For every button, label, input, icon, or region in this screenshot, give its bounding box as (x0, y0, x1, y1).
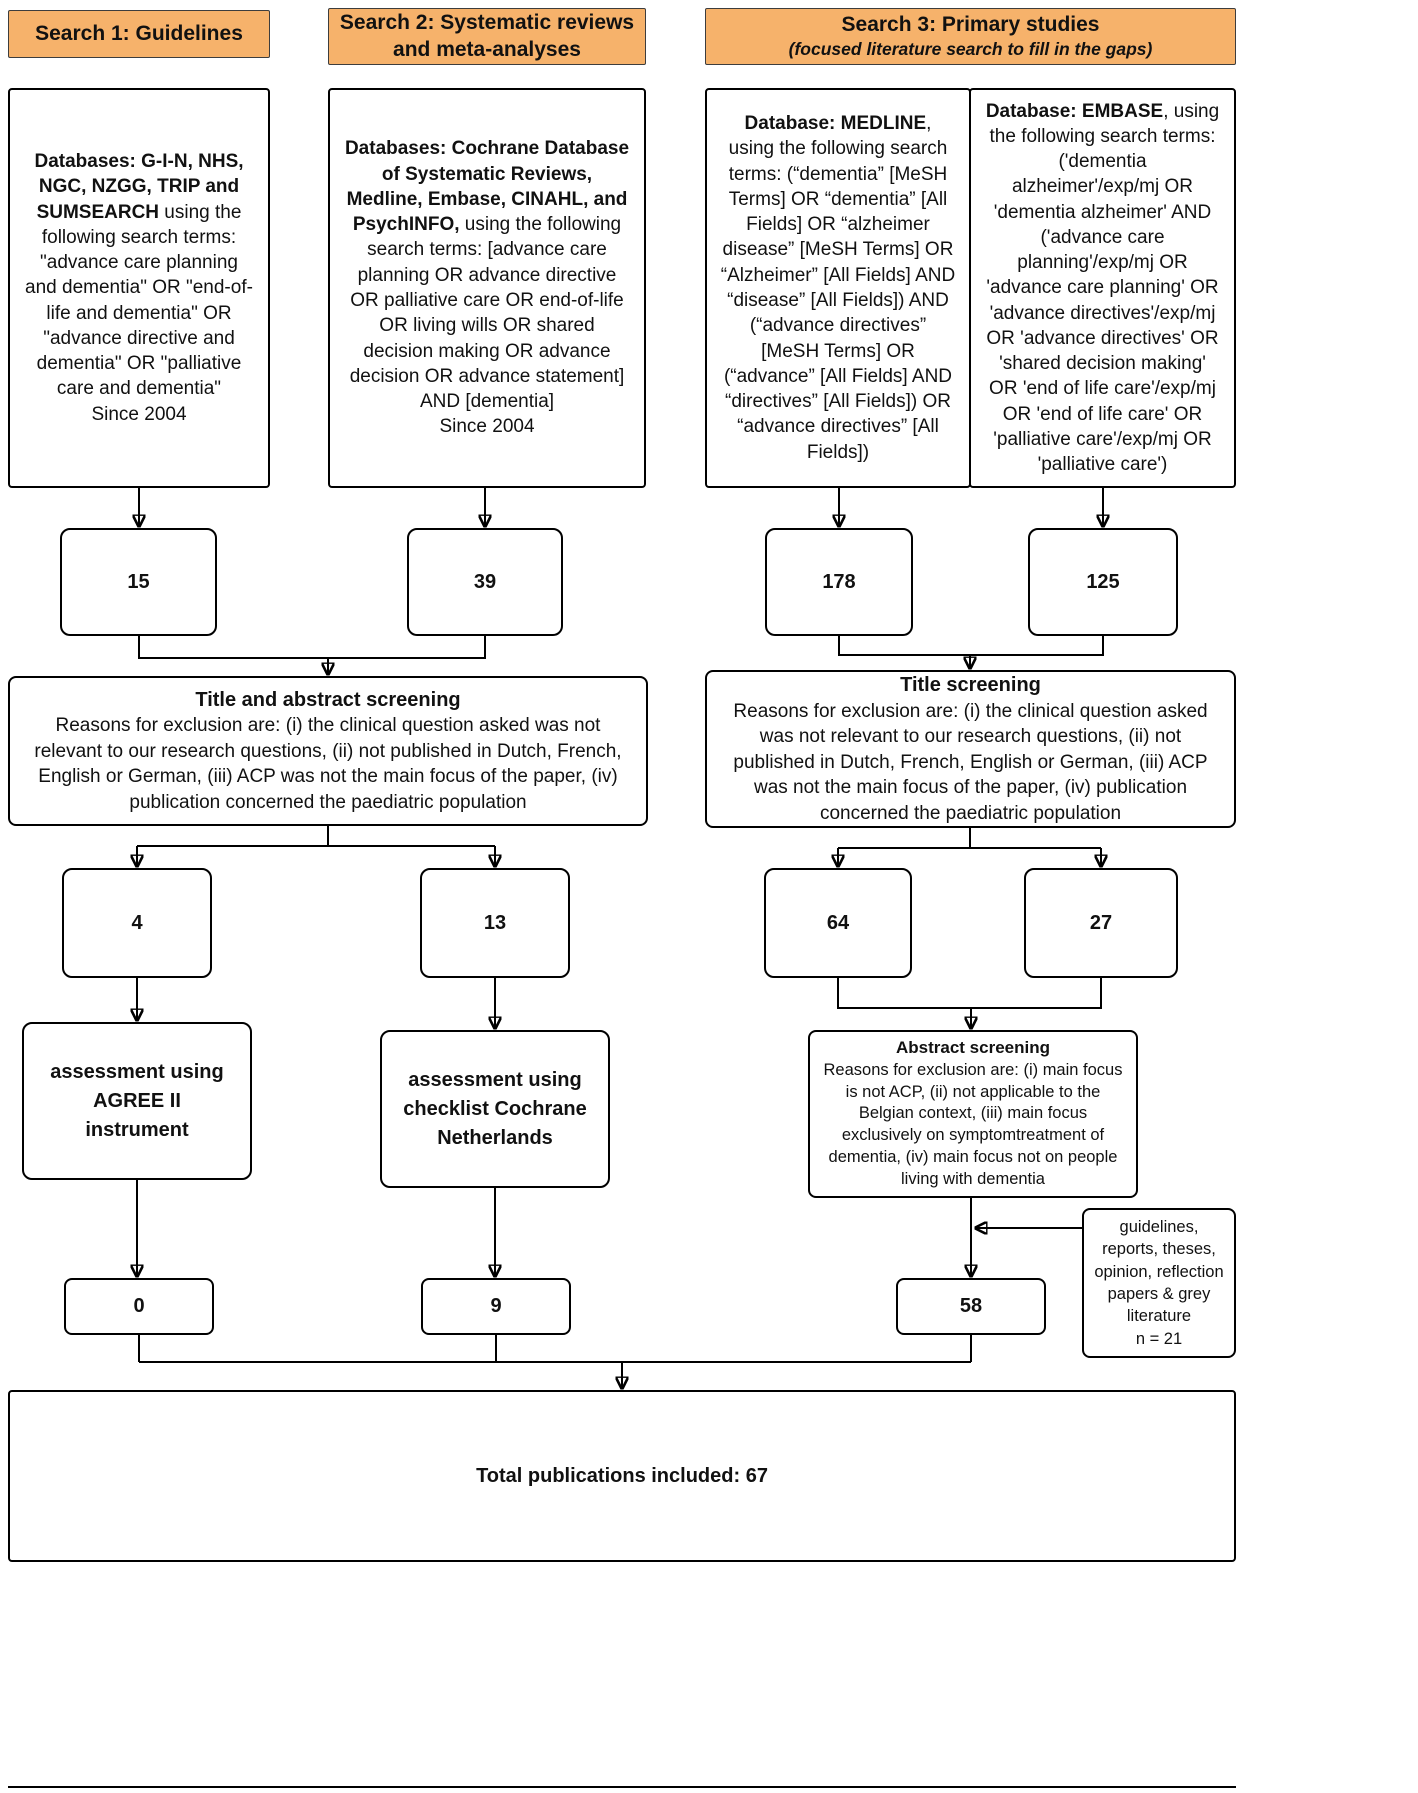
reviews-databases-terms: using the following search terms: [advance care planning OR advance directive OR palliative care OR end-of-life OR living wills OR shared decision making OR advance decision OR advance statement] AND [dementia] (349, 214, 625, 413)
wire-counts1-merge-embase (970, 636, 1103, 655)
reviews-databases-text (343, 136, 631, 414)
search3-header (705, 8, 1236, 65)
count-guidelines-included: 0 (64, 1278, 214, 1335)
bottom-rule (8, 1786, 1236, 1788)
medline-database-text (720, 111, 956, 465)
count-reviews-found: 39 (407, 528, 563, 636)
count-embase-found: 125 (1028, 528, 1178, 636)
embase-database-text (984, 99, 1221, 478)
reviews-databases-box (328, 88, 646, 488)
medline-database-terms: , using the following search terms: (“dementia” [MeSH Terms] OR “dementia” [All Fields] OR “alzheimer disease” [MeSH Terms] OR “Alzheimer” [All Fields] AND “disease” [All Fields]) AND (“advance directives” [MeSH Terms] OR (“advance” [All Fields] AND “directives” [All Fields]) OR “advance directives” [All Fields]) (720, 113, 956, 463)
count-reviews-included: 9 (421, 1278, 571, 1335)
search1-header: Search 1: Guidelines (8, 10, 270, 58)
search3-header-title: Search 3: Primary studies (841, 13, 1100, 37)
total-included-box: Total publications included: 67 (8, 1390, 1236, 1562)
wire-counts1-merge-medline (839, 636, 970, 655)
abstract-screening-box (808, 1030, 1138, 1198)
abstract-screening-title: Abstract screening (896, 1038, 1050, 1058)
guidelines-databases-lead: Databases: G-I-N, NHS, NGC, NZGG, TRIP and SUMSEARCH (34, 151, 244, 223)
excluded-note-text: guidelines, reports, theses, opinion, reflection papers & grey literature (1094, 1218, 1224, 1326)
count-primary-included: 58 (896, 1278, 1046, 1335)
wire-27-merge (971, 978, 1101, 1008)
search3-header-subtitle: (focused literature search to fill in the gaps) (788, 38, 1153, 59)
cochrane-assessment-box: assessment using checklist Cochrane Netherlands (380, 1030, 610, 1188)
reviews-databases-lead: Databases: Cochrane Database of Systematic Reviews, Medline, Embase, CINAHL, and PsychINFO, (344, 138, 630, 236)
guidelines-since: Since 2004 (91, 403, 187, 425)
count-reviews-after-screening: 13 (420, 868, 570, 978)
excluded-note-count: n = 21 (1135, 1329, 1183, 1348)
medline-database-lead: Database: MEDLINE (744, 113, 927, 135)
wire-counts1-merge-right (328, 636, 485, 658)
title-abstract-screening-title: Title and abstract screening (195, 688, 461, 711)
guidelines-databases-text (23, 149, 255, 402)
count-medline-after-title: 64 (764, 868, 912, 978)
count-guidelines-after-screening: 4 (62, 868, 212, 978)
search2-header: Search 2: Systematic reviews and meta-analyses (328, 8, 646, 65)
title-abstract-screening-body: Reasons for exclusion are: (i) the clinical question asked was not relevant to our research questions, (ii) not published in Dutch, French, English or German, (iii) ACP was not the main focus of the paper, (iv) publication concerned the paediatric population (34, 715, 622, 813)
count-embase-after-title: 27 (1024, 868, 1178, 978)
embase-database-terms: , using the following search terms: ('dementia alzheimer'/exp/mj OR 'dementia alzheimer' AND ('advance care planning'/exp/mj OR 'advance care planning' OR 'advance directives'/exp/mj OR 'advance directives' OR 'shared decision making' OR 'end of life care'/exp/mj OR 'end of life care' OR 'palliative care'/exp/mj OR 'palliative care') (986, 100, 1220, 476)
embase-database-lead: Database: EMBASE (985, 100, 1164, 122)
guidelines-databases-terms: using the following search terms: "advance care planning and dementia" OR "end-of-life and dementia" OR "advance directive and dementia" OR "palliative care and dementia" (25, 201, 253, 400)
title-screening-body: Reasons for exclusion are: (i) the clinical question asked was not relevant to our research questions, (ii) not published in Dutch, French, English or German, (iii) ACP was not the main focus of the paper, (iv) publication concerned the paediatric population (733, 700, 1208, 824)
title-screening-box (705, 670, 1236, 828)
embase-database-box (969, 88, 1236, 488)
abstract-screening-body: Reasons for exclusion are: (i) main focus is not ACP, (ii) not applicable to the Belgian context, (iii) main focus exclusively on symptomtreatment of dementia, (iv) main focus not on people living with dementia (823, 1060, 1123, 1188)
count-guidelines-found: 15 (60, 528, 217, 636)
title-abstract-screening-box (8, 676, 648, 826)
count-medline-found: 178 (765, 528, 913, 636)
wire-counts1-merge-left (139, 636, 328, 658)
reviews-since: Since 2004 (439, 416, 535, 438)
title-screening-title: Title screening (900, 673, 1041, 696)
wire-64-merge (838, 978, 971, 1008)
excluded-note-box (1082, 1208, 1236, 1358)
agree-assessment-box: assessment using AGREE II instrument (22, 1022, 252, 1180)
guidelines-databases-box (8, 88, 270, 488)
medline-database-box (705, 88, 971, 488)
